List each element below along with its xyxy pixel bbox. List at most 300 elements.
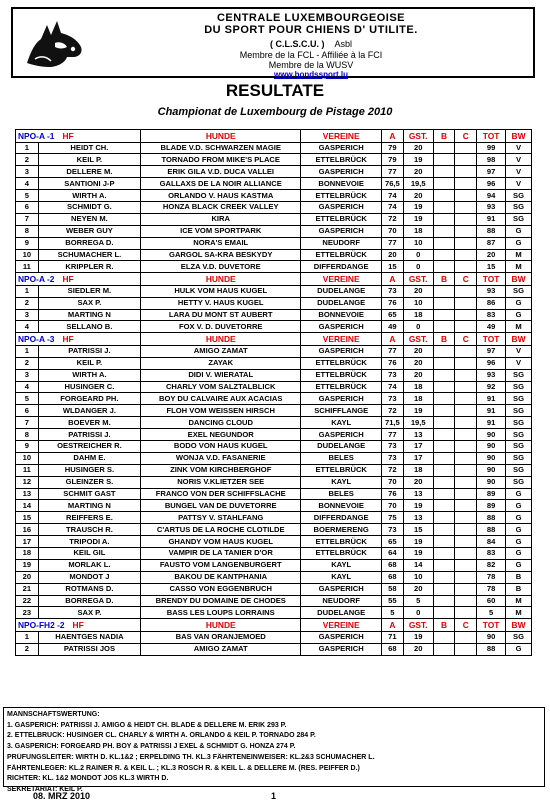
b-header: B [433, 619, 455, 632]
cell-dog: HONZA BLACK CREEK VALLEY [141, 201, 301, 213]
cell-score-b [433, 261, 455, 273]
cell-score-total: 78 [477, 571, 506, 583]
cell-rank: 3 [16, 309, 39, 321]
cell-score-total: 99 [477, 142, 506, 154]
cell-rating: V [506, 357, 532, 369]
cell-club: SCHIFFLANGE [301, 405, 382, 417]
cell-dog: AMIGO ZAMAT [141, 345, 301, 357]
cell-club: BELES [301, 452, 382, 464]
cell-rating: SG [506, 369, 532, 381]
cell-score-b [433, 595, 455, 607]
cell-club: KAYL [301, 417, 382, 429]
cell-score-c [455, 536, 477, 548]
cell-score-a: 76 [382, 488, 404, 500]
cell-score-a: 73 [382, 285, 404, 297]
header-asbl: Asbl [334, 39, 353, 49]
cell-dog: BUNGEL VAN DE DUVETORRE [141, 500, 301, 512]
cell-score-c [455, 201, 477, 213]
header-line2: DU SPORT POUR CHIENS D' UTILITE. [204, 24, 418, 36]
cell-dog: HETTY V. HAUS KUGEL [141, 297, 301, 309]
cell-score-c [455, 643, 477, 655]
cell-club: DIFFERDANGE [301, 512, 382, 524]
cell-rank: 4 [16, 178, 39, 190]
cell-score-total: 89 [477, 500, 506, 512]
cell-handler: SANTIONI J-P [38, 178, 140, 190]
cell-rank: 16 [16, 524, 39, 536]
table-row [16, 643, 532, 655]
cell-club: DUDELANGE [301, 440, 382, 452]
cell-handler: FORGEARD PH. [38, 393, 140, 405]
table-row [16, 225, 532, 237]
cell-rating: M [506, 261, 532, 273]
cell-score-c [455, 559, 477, 571]
cell-rank: 7 [16, 213, 39, 225]
cell-handler: SELLANO B. [38, 321, 140, 333]
cell-score-c [455, 166, 477, 178]
cell-handler: SAX P. [38, 607, 140, 619]
cell-score-c [455, 142, 477, 154]
table-row [16, 201, 532, 213]
cell-club: GASPERICH [301, 201, 382, 213]
cell-score-total: 93 [477, 201, 506, 213]
cell-dog: C'ARTUS DE LA ROCHE CLOTILDE [141, 524, 301, 536]
cell-rank: 7 [16, 417, 39, 429]
hf-header: HF [62, 274, 74, 285]
cell-club: GASPERICH [301, 393, 382, 405]
cell-score-gst: 20 [403, 357, 433, 369]
footer-line: RICHTER: KL. 1&2 MONDOT JOS KL.3 WIRTH D. [7, 775, 169, 783]
category-name [16, 333, 141, 346]
cell-score-gst: 13 [403, 488, 433, 500]
cell-rating: SG [506, 631, 532, 643]
cell-club: NEUDORF [301, 237, 382, 249]
table-row [16, 154, 532, 166]
bw-header: BW [506, 273, 532, 286]
cell-rating: G [506, 524, 532, 536]
cell-dog: BASS LES LOUPS LORRAINS [141, 607, 301, 619]
cell-score-total: 91 [477, 405, 506, 417]
category-name [16, 619, 141, 632]
cell-dog: BAKOU DE KANTPHANIA [141, 571, 301, 583]
cell-score-total: 90 [477, 476, 506, 488]
cell-rank: 1 [16, 631, 39, 643]
cell-score-b [433, 249, 455, 261]
c-header: C [455, 130, 477, 143]
cell-score-a: 55 [382, 595, 404, 607]
cell-club: ETTELBRÜCK [301, 357, 382, 369]
cell-score-c [455, 369, 477, 381]
cell-score-a: 79 [382, 154, 404, 166]
cell-dog: WONJA V.D. FASANERIE [141, 452, 301, 464]
cell-score-gst: 13 [403, 429, 433, 441]
cell-score-total: 5 [477, 607, 506, 619]
cell-rating: SG [506, 213, 532, 225]
cell-score-a: 70 [382, 225, 404, 237]
cell-rank: 5 [16, 393, 39, 405]
cell-score-b [433, 201, 455, 213]
document-date: 08. MRZ 2010 [33, 791, 91, 801]
cell-score-a: 65 [382, 309, 404, 321]
cell-rating: M [506, 321, 532, 333]
cell-score-total: 93 [477, 369, 506, 381]
category-header-row [16, 130, 532, 143]
cell-rank: 2 [16, 297, 39, 309]
cell-score-a: 74 [382, 381, 404, 393]
cell-rank: 12 [16, 476, 39, 488]
cell-club: BELES [301, 488, 382, 500]
cell-rank: 1 [16, 285, 39, 297]
gst-header: GST. [403, 333, 433, 346]
cell-score-total: 91 [477, 417, 506, 429]
cell-handler: DELLERE M. [38, 166, 140, 178]
cell-score-b [433, 381, 455, 393]
page-subtitle: Championat de Luxembourg de Pistage 2010 [157, 106, 393, 118]
cell-score-total: 96 [477, 357, 506, 369]
cell-rating: SG [506, 452, 532, 464]
cell-rating: SG [506, 285, 532, 297]
cell-dog: DIDI V. WIERATAL [141, 369, 301, 381]
table-row [16, 429, 532, 441]
cell-score-total: 97 [477, 166, 506, 178]
cell-score-gst: 18 [403, 464, 433, 476]
cell-score-total: 15 [477, 261, 506, 273]
category-header-row [16, 273, 532, 286]
cell-score-c [455, 524, 477, 536]
cell-club: BONNEVOIE [301, 178, 382, 190]
tot-header: TOT [477, 619, 506, 632]
cell-rating: B [506, 571, 532, 583]
gst-header: GST. [403, 619, 433, 632]
cell-score-gst: 19 [403, 405, 433, 417]
cell-score-total: 91 [477, 393, 506, 405]
cell-score-b [433, 417, 455, 429]
cell-score-a: 20 [382, 249, 404, 261]
cell-score-b [433, 429, 455, 441]
cell-score-gst: 0 [403, 321, 433, 333]
table-row [16, 476, 532, 488]
cell-dog: ZINK VOM KIRCHBERGHOF [141, 464, 301, 476]
cell-score-total: 87 [477, 237, 506, 249]
cell-handler: GLEINZER S. [38, 476, 140, 488]
cell-club: NEUDORF [301, 595, 382, 607]
cell-score-total: 88 [477, 524, 506, 536]
cell-score-b [433, 488, 455, 500]
gst-header: GST. [403, 130, 433, 143]
cell-score-b [433, 297, 455, 309]
table-row [16, 405, 532, 417]
bw-header: BW [506, 619, 532, 632]
hf-header: HF [62, 334, 74, 345]
cell-score-c [455, 261, 477, 273]
cell-score-c [455, 405, 477, 417]
cell-score-total: 20 [477, 249, 506, 261]
cell-dog: BOY DU CALVAIRE AUX ACACIAS [141, 393, 301, 405]
cell-score-c [455, 321, 477, 333]
cell-score-total: 93 [477, 285, 506, 297]
cell-rating: B [506, 583, 532, 595]
table-row [16, 417, 532, 429]
gst-header: GST. [403, 273, 433, 286]
team-results-box [3, 707, 545, 793]
cell-score-a: 73 [382, 524, 404, 536]
cell-rank: 6 [16, 405, 39, 417]
cell-score-c [455, 213, 477, 225]
cell-club: KAYL [301, 559, 382, 571]
header-abbr: ( C.L.S.C.U. ) [269, 39, 325, 49]
cell-score-total: 78 [477, 583, 506, 595]
cell-score-gst: 18 [403, 393, 433, 405]
cell-score-b [433, 237, 455, 249]
cell-dog: FAUSTO VOM LANGENBURGERT [141, 559, 301, 571]
cell-rating: SG [506, 429, 532, 441]
cell-dog: HULK VOM HAUS KUGEL [141, 285, 301, 297]
cell-dog: NORIS V.KLIETZER SEE [141, 476, 301, 488]
cell-club: DIFFERDANGE [301, 261, 382, 273]
cell-handler: HEIDT CH. [38, 142, 140, 154]
cell-score-b [433, 559, 455, 571]
cell-score-total: 90 [477, 452, 506, 464]
cell-club: ETTELBRÜCK [301, 369, 382, 381]
table-row [16, 369, 532, 381]
cell-score-gst: 20 [403, 643, 433, 655]
b-header: B [433, 130, 455, 143]
table-row [16, 309, 532, 321]
header-box [11, 7, 535, 78]
cell-score-total: 88 [477, 225, 506, 237]
table-row [16, 261, 532, 273]
cell-club: ETTELBRÜCK [301, 213, 382, 225]
cell-dog: DANCING CLOUD [141, 417, 301, 429]
c-header: C [455, 333, 477, 346]
c-header: C [455, 273, 477, 286]
cell-rating: SG [506, 464, 532, 476]
cell-score-b [433, 524, 455, 536]
cell-score-c [455, 393, 477, 405]
cell-club: KAYL [301, 571, 382, 583]
cell-score-c [455, 452, 477, 464]
hunde-header: HUNDE [141, 273, 301, 286]
cell-handler: HUSINGER S. [38, 464, 140, 476]
footer-line: MANNSCHAFTSWERTUNG: [7, 711, 100, 718]
cell-rating: M [506, 595, 532, 607]
cell-score-total: 84 [477, 536, 506, 548]
header-line5: Membre de la WUSV [268, 60, 354, 70]
cell-dog: BAS VAN ORANJEMOED [141, 631, 301, 643]
cell-score-b [433, 393, 455, 405]
cell-handler: HAENTGES NADIA [38, 631, 140, 643]
website-link[interactable]: www.hondssport.lu [274, 70, 348, 79]
cell-score-a: 65 [382, 536, 404, 548]
cell-score-c [455, 249, 477, 261]
cell-score-gst: 15 [403, 524, 433, 536]
cell-club: GASPERICH [301, 166, 382, 178]
cell-dog: ZAYAK [141, 357, 301, 369]
page-number: 1 [271, 791, 277, 801]
cell-score-c [455, 583, 477, 595]
cell-handler: KEIL GIL [38, 548, 140, 560]
cell-score-gst: 20 [403, 142, 433, 154]
bw-header: BW [506, 130, 532, 143]
table-row [16, 393, 532, 405]
cell-score-gst: 18 [403, 225, 433, 237]
cell-score-total: 86 [477, 297, 506, 309]
cell-club: BONNEVOIE [301, 500, 382, 512]
cell-club: ETTELBRÜCK [301, 154, 382, 166]
cell-score-total: 92 [477, 381, 506, 393]
cell-rating: SG [506, 381, 532, 393]
cell-dog: NORA'S EMAIL [141, 237, 301, 249]
cell-score-c [455, 154, 477, 166]
cell-dog: AMIGO ZAMAT [141, 643, 301, 655]
cell-score-b [433, 166, 455, 178]
cell-score-a: 76,5 [382, 178, 404, 190]
category-name [16, 130, 141, 143]
cell-rating: G [506, 559, 532, 571]
cell-rating: G [506, 297, 532, 309]
cell-score-a: 77 [382, 345, 404, 357]
cell-score-gst: 0 [403, 607, 433, 619]
cell-rating: SG [506, 190, 532, 202]
cell-dog: FRANCO VON DER SCHIFFSLACHE [141, 488, 301, 500]
cell-score-gst: 19 [403, 500, 433, 512]
hf-header: HF [62, 130, 74, 141]
cell-rank: 1 [16, 345, 39, 357]
vereine-header: VEREINE [301, 130, 382, 143]
cell-score-gst: 13 [403, 512, 433, 524]
cell-score-b [433, 607, 455, 619]
cell-score-gst: 20 [403, 369, 433, 381]
cell-handler: PATRISSI JOS [38, 643, 140, 655]
cell-handler: KEIL P. [38, 357, 140, 369]
cell-rating: V [506, 345, 532, 357]
cell-score-total: 90 [477, 631, 506, 643]
cell-dog: GARGOL SA-KRA BESKYDY [141, 249, 301, 261]
cell-score-c [455, 512, 477, 524]
cell-score-gst: 20 [403, 476, 433, 488]
cell-handler: SCHMIT GAST [38, 488, 140, 500]
table-row [16, 345, 532, 357]
cell-score-total: 49 [477, 321, 506, 333]
cell-handler: WIRTH A. [38, 190, 140, 202]
cell-rank: 2 [16, 154, 39, 166]
cell-handler: MONDOT J [38, 571, 140, 583]
page-title: RESULTATE [225, 81, 325, 100]
cell-club: DUDELANGE [301, 297, 382, 309]
cell-handler: SCHMIDT G. [38, 201, 140, 213]
cell-club: GASPERICH [301, 631, 382, 643]
cell-club: GASPERICH [301, 225, 382, 237]
cell-rating: G [506, 512, 532, 524]
cell-rating: G [506, 536, 532, 548]
cell-score-c [455, 178, 477, 190]
cell-rank: 20 [16, 571, 39, 583]
cell-score-total: 91 [477, 213, 506, 225]
cell-score-a: 77 [382, 237, 404, 249]
hunde-header: HUNDE [141, 619, 301, 632]
cell-score-a: 49 [382, 321, 404, 333]
cell-score-total: 90 [477, 440, 506, 452]
cell-score-b [433, 345, 455, 357]
cell-score-gst: 20 [403, 166, 433, 178]
cell-score-total: 94 [477, 190, 506, 202]
cell-rank: 19 [16, 559, 39, 571]
cell-handler: SIEDLER M. [38, 285, 140, 297]
cell-score-b [433, 190, 455, 202]
table-row [16, 285, 532, 297]
cell-dog: CHARLY VOM SALZTALBLICK [141, 381, 301, 393]
footer-line: 2. ETTELBRUCK: HUSINGER CL. CHARLY & WIRTH A. ORLANDO & KEIL P. TORNADO 284 P. [7, 732, 316, 740]
cell-rank: 8 [16, 225, 39, 237]
cell-score-b [433, 548, 455, 560]
table-row [16, 595, 532, 607]
table-row [16, 536, 532, 548]
cell-score-a: 64 [382, 548, 404, 560]
cell-rank: 22 [16, 595, 39, 607]
cell-score-gst: 19 [403, 548, 433, 560]
cell-score-b [433, 309, 455, 321]
club-logo-icon [21, 13, 89, 71]
cell-rating: G [506, 237, 532, 249]
cell-rank: 9 [16, 237, 39, 249]
footer-line: 3. GASPERICH: FORGEARD PH. BOY & PATRISSI J EXEL & SCHMIDT G. HONZA 274 P. [7, 743, 296, 751]
category-label: NPO-A -1 [18, 130, 55, 141]
cell-dog: TORNADO FROM MIKE'S PLACE [141, 154, 301, 166]
cell-dog: KIRA [141, 213, 301, 225]
table-row [16, 548, 532, 560]
cell-score-a: 72 [382, 405, 404, 417]
cell-score-gst: 20 [403, 583, 433, 595]
cell-handler: PATRISSI J. [38, 429, 140, 441]
table-row [16, 607, 532, 619]
tot-header: TOT [477, 333, 506, 346]
cell-club: GASPERICH [301, 643, 382, 655]
cell-score-c [455, 285, 477, 297]
footer-line: PRÜFUNGSLEITER: WIRTH D. KL.1&2 ; ERPELDING TH. KL.3 FÄHRTENEINWEISER: KL.2&3 SCHUMACHER L. [7, 753, 375, 761]
table-row [16, 524, 532, 536]
cell-club: BOERMERENG [301, 524, 382, 536]
cell-score-b [433, 536, 455, 548]
cell-club: ETTELBRÜCK [301, 381, 382, 393]
cell-score-b [433, 405, 455, 417]
cell-rating: G [506, 643, 532, 655]
cell-score-gst: 18 [403, 309, 433, 321]
cell-dog: ICE VOM SPORTPARK [141, 225, 301, 237]
cell-rank: 15 [16, 512, 39, 524]
cell-score-c [455, 488, 477, 500]
cell-score-gst: 14 [403, 559, 433, 571]
cell-rank: 14 [16, 500, 39, 512]
cell-score-a: 74 [382, 201, 404, 213]
cell-dog: GHANDY VOM HAUS KUGEL [141, 536, 301, 548]
cell-dog: FOX V. D. DUVETORRE [141, 321, 301, 333]
cell-score-c [455, 607, 477, 619]
table-row [16, 583, 532, 595]
cell-handler: SAX P. [38, 297, 140, 309]
cell-rank: 4 [16, 321, 39, 333]
cell-score-a: 73 [382, 393, 404, 405]
cell-score-b [433, 178, 455, 190]
cell-dog: FLOH VOM WEISSEN HIRSCH [141, 405, 301, 417]
cell-score-a: 76 [382, 297, 404, 309]
cell-club: GASPERICH [301, 142, 382, 154]
cell-handler: TRIPODI A. [38, 536, 140, 548]
cell-score-gst: 20 [403, 190, 433, 202]
cell-handler: NEYEN M. [38, 213, 140, 225]
cell-score-c [455, 548, 477, 560]
cell-rank: 17 [16, 536, 39, 548]
cell-dog: GALLAXS DE LA NOIR ALLIANCE [141, 178, 301, 190]
cell-rating: SG [506, 405, 532, 417]
